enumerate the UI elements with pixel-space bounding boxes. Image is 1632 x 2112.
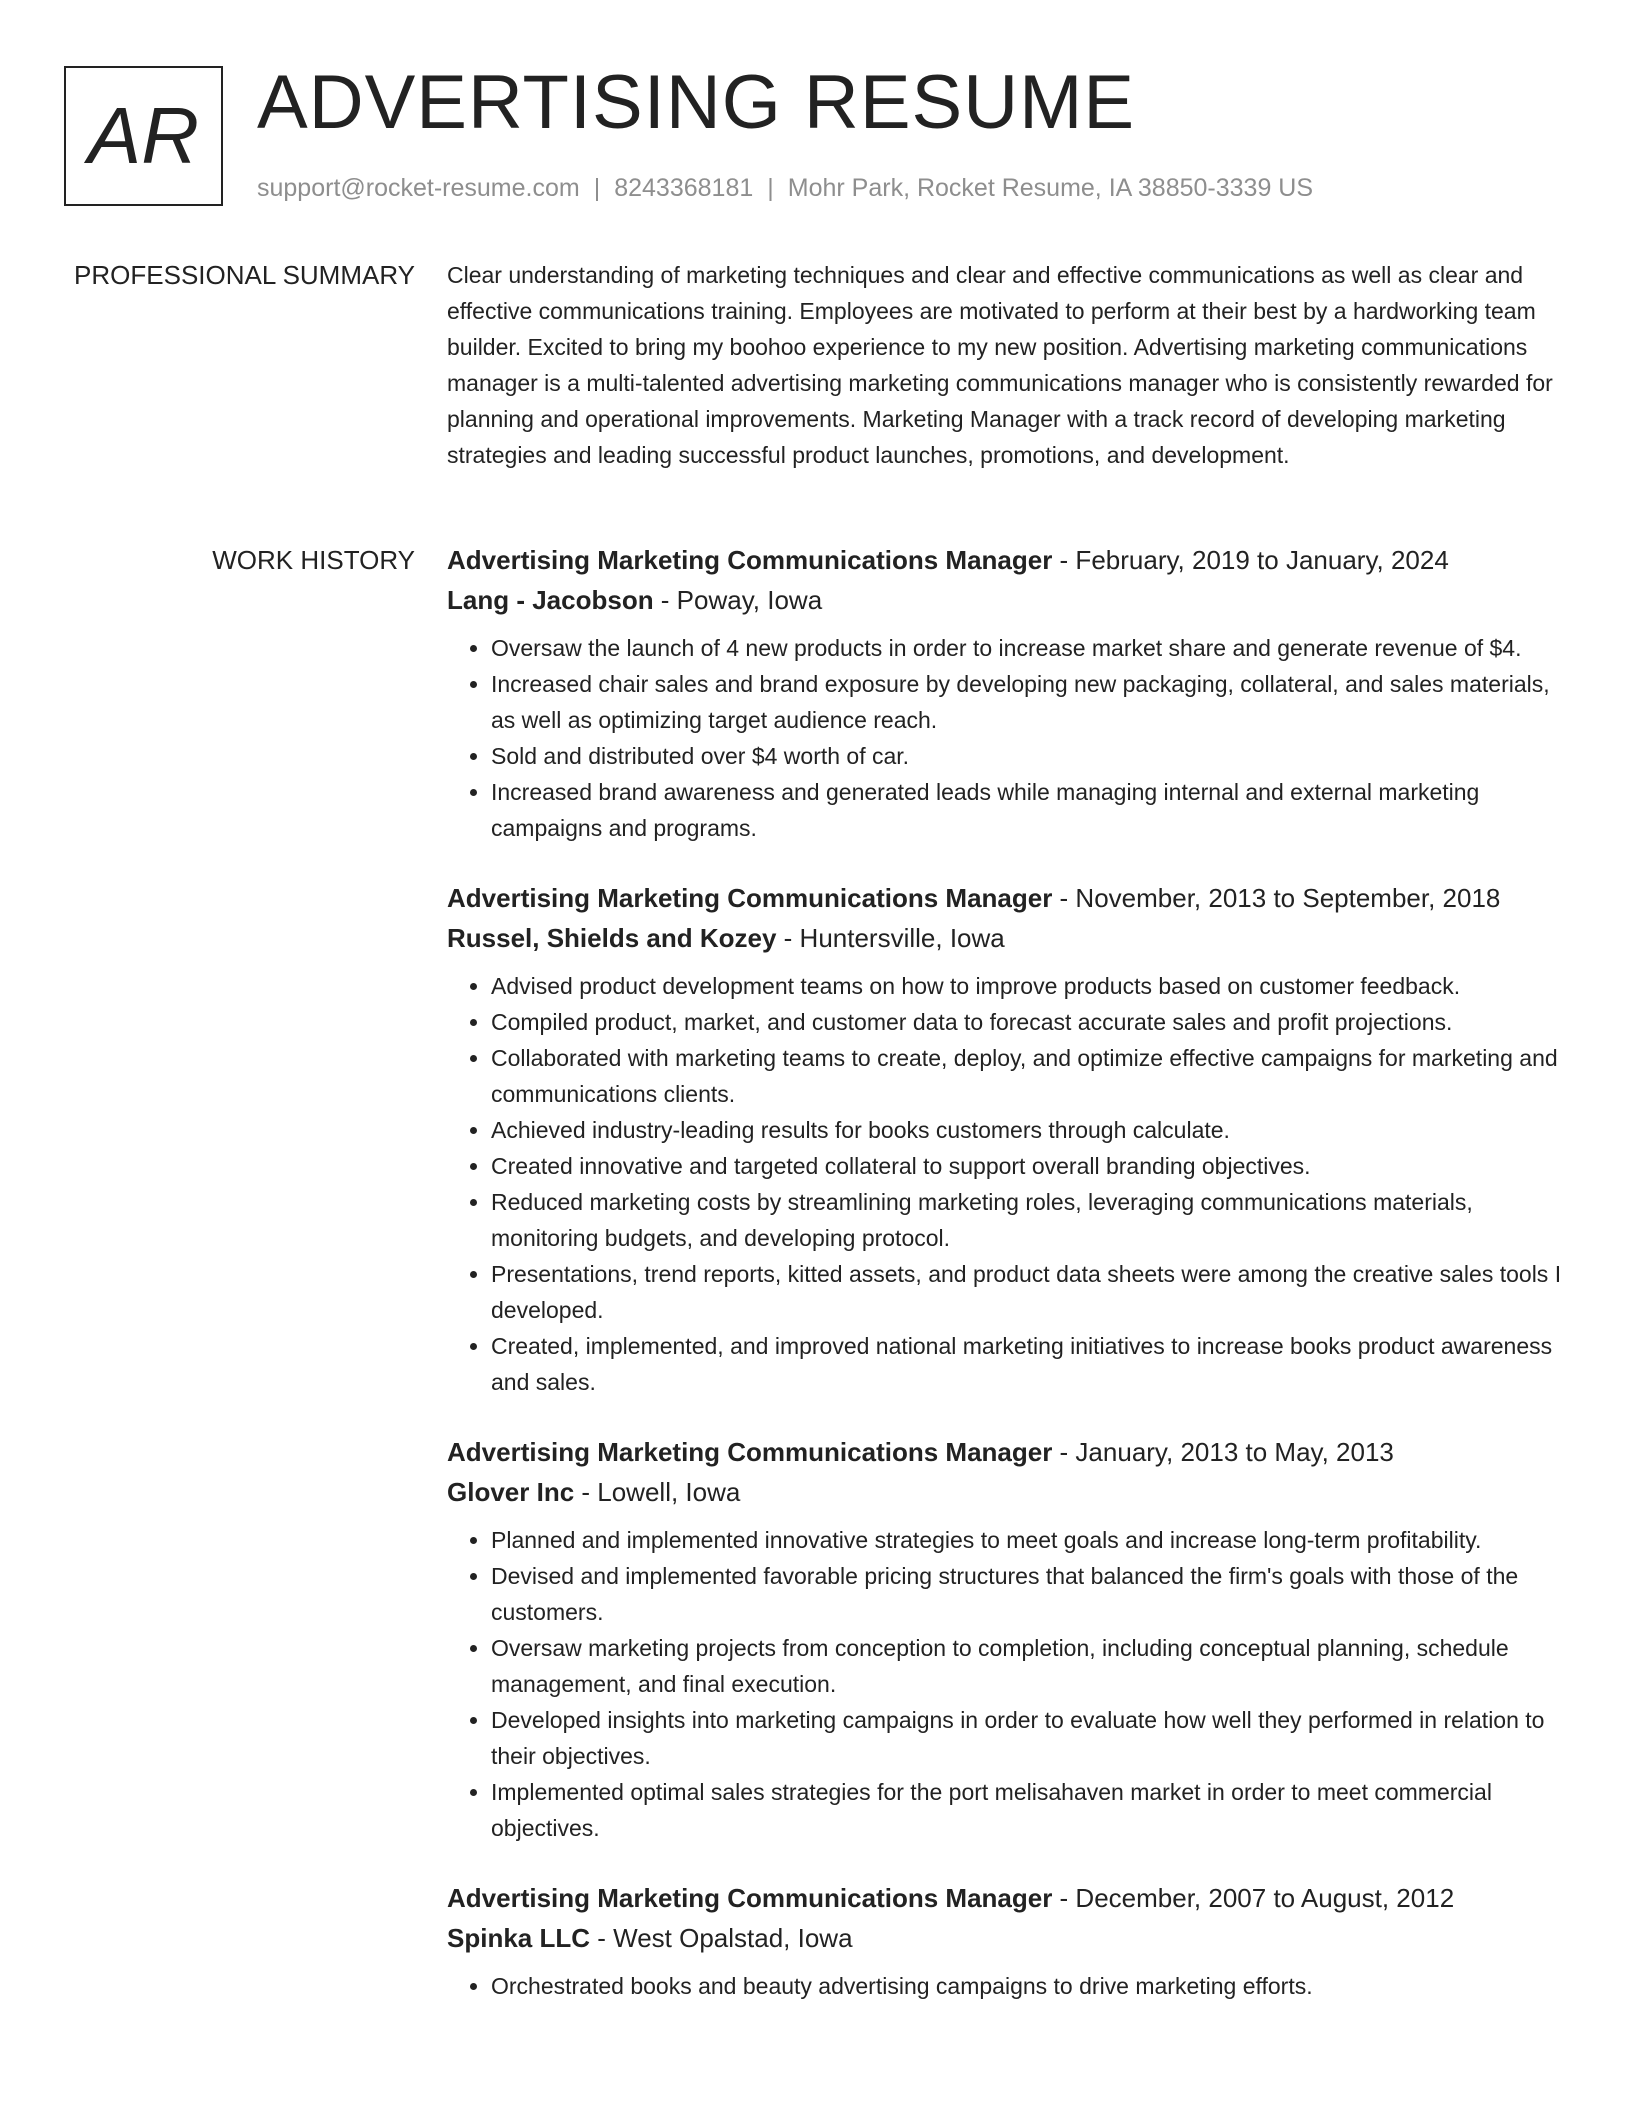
job-dates: - December, 2007 to August, 2012: [1052, 1883, 1455, 1913]
job-bullet: • Reduced marketing costs by streamlining marketing roles, leveraging communications materials, monitoring budgets, and developing protocol.: [491, 1184, 1562, 1256]
job-company: Spinka LLC: [447, 1923, 591, 1953]
job-bullet: • Created innovative and targeted collateral to support overall branding objectives.: [491, 1148, 1562, 1184]
job-location: - West Opalstad, Iowa: [590, 1923, 853, 1953]
job-bullet: • Created, implemented, and improved national marketing initiatives to increase books product awareness and sales.: [491, 1328, 1562, 1400]
job-company: Russel, Shields and Kozey: [447, 923, 777, 953]
summary-text: Clear understanding of marketing techniques and clear and effective communications as well as clear and effective communications training. Employees are motivated to perform at their best by a hardworking team builder. Excited to bring my boohoo experience to my new position. Advertising marketing communications manager is a multi-talented advertising marketing communications manager who is consistently rewarded for planning and operational improvements. Marketing Manager with a track record of developing marketing strategies and leading successful product launches, promotions, and development.: [447, 262, 1553, 468]
job-bullet: • Implemented optimal sales strategies for the port melisahaven market in order to meet commercial objectives.: [491, 1774, 1562, 1846]
job-bullet: • Achieved industry-leading results for books customers through calculate.: [491, 1112, 1562, 1148]
job-bullet: • Increased brand awareness and generated leads while managing internal and external marketing campaigns and programs.: [491, 774, 1562, 846]
work-history-section: [447, 540, 1562, 2036]
job-entry: [447, 540, 1562, 846]
summary-section-label: PROFESSIONAL SUMMARY: [74, 260, 415, 290]
job-title: Advertising Marketing Communications Manager: [447, 883, 1053, 913]
job-title-line: [447, 878, 1562, 918]
job-bullets: [447, 1522, 1562, 1846]
job-bullets: [447, 630, 1562, 846]
job-title-line: [447, 1432, 1562, 1472]
contact-line: [257, 174, 1313, 203]
job-location: - Poway, Iowa: [653, 585, 823, 615]
work-history-section-label: WORK HISTORY: [212, 545, 415, 575]
job-location: - Lowell, Iowa: [574, 1477, 741, 1507]
contact-email: support@rocket-resume.com: [257, 174, 580, 202]
job-dates: - February, 2019 to January, 2024: [1052, 545, 1449, 575]
contact-address: Mohr Park, Rocket Resume, IA 38850-3339 US: [787, 174, 1314, 202]
job-dates: - January, 2013 to May, 2013: [1052, 1437, 1394, 1467]
job-bullet: • Devised and implemented favorable pricing structures that balanced the firm's goals with those of the customers.: [491, 1558, 1562, 1630]
job-bullet: • Compiled product, market, and customer data to forecast accurate sales and profit projections.: [491, 1004, 1562, 1040]
job-title: Advertising Marketing Communications Manager: [447, 1883, 1053, 1913]
job-bullet: • Oversaw the launch of 4 new products in order to increase market share and generate revenue of $4.: [491, 630, 1562, 666]
job-title-line: [447, 540, 1562, 580]
job-bullets: [447, 1968, 1562, 2004]
job-bullet: • Advised product development teams on how to improve products based on customer feedback.: [491, 968, 1562, 1004]
job-location: - Huntersville, Iowa: [776, 923, 1005, 953]
job-title: Advertising Marketing Communications Manager: [447, 1437, 1053, 1467]
job-bullet: • Collaborated with marketing teams to create, deploy, and optimize effective campaigns for marketing and communications clients.: [491, 1040, 1562, 1112]
job-company-line: [447, 580, 1562, 620]
job-dates: - November, 2013 to September, 2018: [1052, 883, 1501, 913]
contact-phone: 8243368181: [614, 174, 754, 202]
job-company: Glover Inc: [447, 1477, 575, 1507]
job-company-line: [447, 1918, 1562, 1958]
job-entry: [447, 1878, 1562, 2004]
contact-separator: |: [593, 174, 601, 202]
monogram-logo: AR: [64, 66, 223, 206]
job-bullet: • Oversaw marketing projects from conception to completion, including conceptual planning, schedule management, and final execution.: [491, 1630, 1562, 1702]
resume-title: ADVERTISING RESUME: [257, 60, 1136, 145]
job-title: Advertising Marketing Communications Manager: [447, 545, 1053, 575]
job-bullets: [447, 968, 1562, 1400]
job-bullet: • Sold and distributed over $4 worth of car.: [491, 738, 1562, 774]
job-bullet: • Planned and implemented innovative strategies to meet goals and increase long-term profitability.: [491, 1522, 1562, 1558]
job-title-line: [447, 1878, 1562, 1918]
job-bullet: • Developed insights into marketing campaigns in order to evaluate how well they performed in relation to their objectives.: [491, 1702, 1562, 1774]
job-entry: [447, 878, 1562, 1400]
job-bullet: • Presentations, trend reports, kitted assets, and product data sheets were among the creative sales tools I developed.: [491, 1256, 1562, 1328]
job-company-line: [447, 918, 1562, 958]
summary-section: [447, 257, 1562, 473]
job-company: Lang - Jacobson: [447, 585, 654, 615]
job-entry: [447, 1432, 1562, 1846]
job-bullet: • Orchestrated books and beauty advertising campaigns to drive marketing efforts.: [491, 1968, 1562, 2004]
job-bullet: • Increased chair sales and brand exposure by developing new packaging, collateral, and sales materials, as well as optimizing target audience reach.: [491, 666, 1562, 738]
contact-separator: |: [767, 174, 774, 202]
job-company-line: [447, 1472, 1562, 1512]
